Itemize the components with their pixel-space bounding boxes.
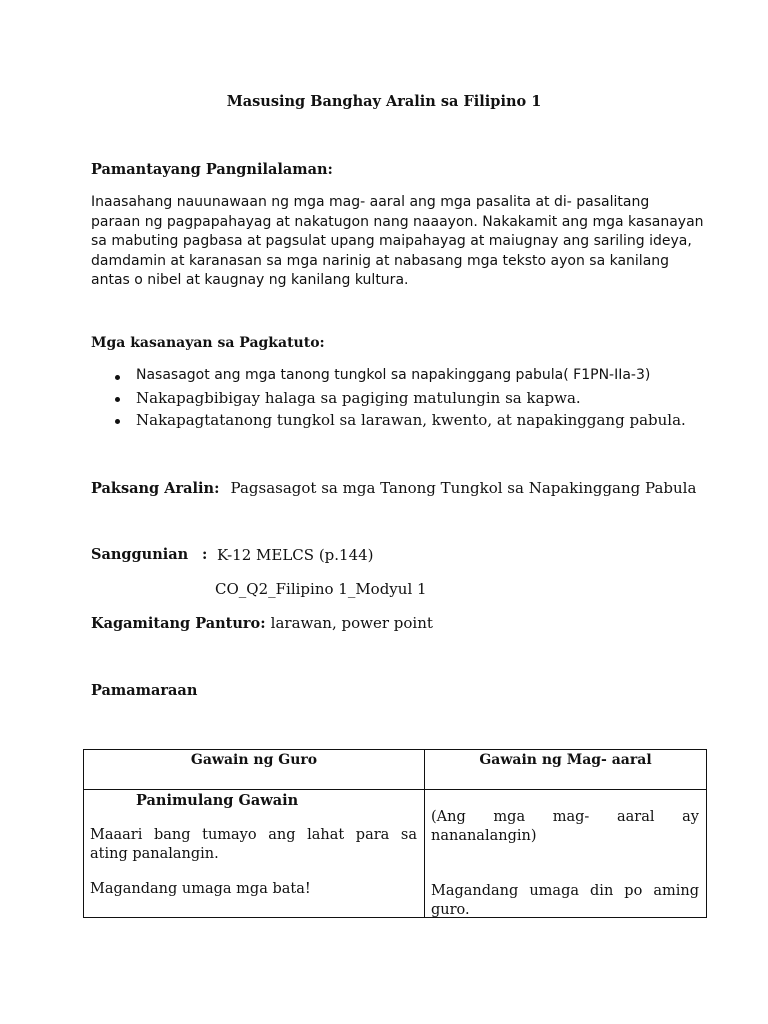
document-title: Masusing Banghay Aralin sa Filipino 1 — [226, 93, 542, 110]
reference-item: K-12 MELCS (p.144) — [217, 546, 374, 564]
content-standard-paragraph — [91, 193, 704, 291]
student-line: Magandang umaga din po aming — [431, 883, 699, 899]
teacher-line: ating panalangin. — [90, 846, 219, 862]
subject-value: Pagsasagot sa mga Tanong Tungkol sa Napakinggang Pabula — [230, 479, 697, 497]
procedure-table — [83, 749, 707, 918]
paragraph-line: damdamin at karanasan sa mga narinig at nabasang mga teksto ayon sa kanilang — [91, 252, 670, 269]
paragraph-line: sa mabuting pagbasa at pagsulat upang maipahayag at maiugnay ang sariling ideya, — [91, 233, 692, 249]
teacher-line: Magandang umaga mga bata! — [90, 881, 311, 897]
references-label: Sanggunian — [91, 546, 189, 563]
reference-item: CO_Q2_Filipino 1_Modyul 1 — [215, 580, 427, 598]
section-title: Panimulang Gawain — [136, 792, 299, 809]
materials-value: larawan, power point — [270, 614, 433, 632]
list-item: Nakapagtatanong tungkol sa larawan, kwento, at napakinggang pabula. — [91, 411, 686, 433]
list-item: Nakapagbibigay halaga sa pagiging matulungin sa kapwa. — [91, 389, 686, 411]
table-header-row — [84, 750, 707, 790]
paragraph-line: antas o nibel at kaugnay ng kanilang kultura. — [91, 272, 409, 288]
materials-label: Kagamitang Panturo: — [91, 615, 266, 632]
paragraph-line: Inaasahang nauunawaan ng mga mag- aaral ang mga pasalita at di- pasalitang — [91, 194, 650, 210]
student-cell — [425, 790, 707, 918]
student-line: (Ang mga mag- aaral ay — [431, 809, 699, 825]
list-item: Nasasagot ang mga tanong tungkol sa napakinggang pabula( F1PN-IIa-3) — [91, 367, 686, 389]
teacher-line: Maaari bang tumayo ang lahat para sa — [90, 827, 417, 843]
teacher-column-header: Gawain ng Guro — [84, 750, 425, 790]
student-column-header: Gawain ng Mag- aaral — [425, 750, 707, 790]
paragraph-line: paraan ng pagpapahayag at nakatugon nang naaayon. Nakakamit ang mga kasanayan — [91, 213, 704, 230]
subject-row — [91, 478, 696, 497]
student-line: guro. — [431, 902, 470, 918]
subject-label: Paksang Aralin: — [91, 480, 220, 497]
materials-row — [91, 613, 433, 632]
references-separator: : — [202, 546, 208, 563]
content-standard-heading: Pamantayang Pangnilalaman: — [91, 161, 333, 178]
student-line: nananalangin) — [431, 828, 537, 844]
teacher-cell — [84, 790, 425, 918]
table-row — [84, 790, 707, 918]
skills-list — [91, 367, 686, 433]
skills-heading: Mga kasanayan sa Pagkatuto: — [91, 335, 325, 351]
procedure-heading: Pamamaraan — [91, 682, 198, 699]
